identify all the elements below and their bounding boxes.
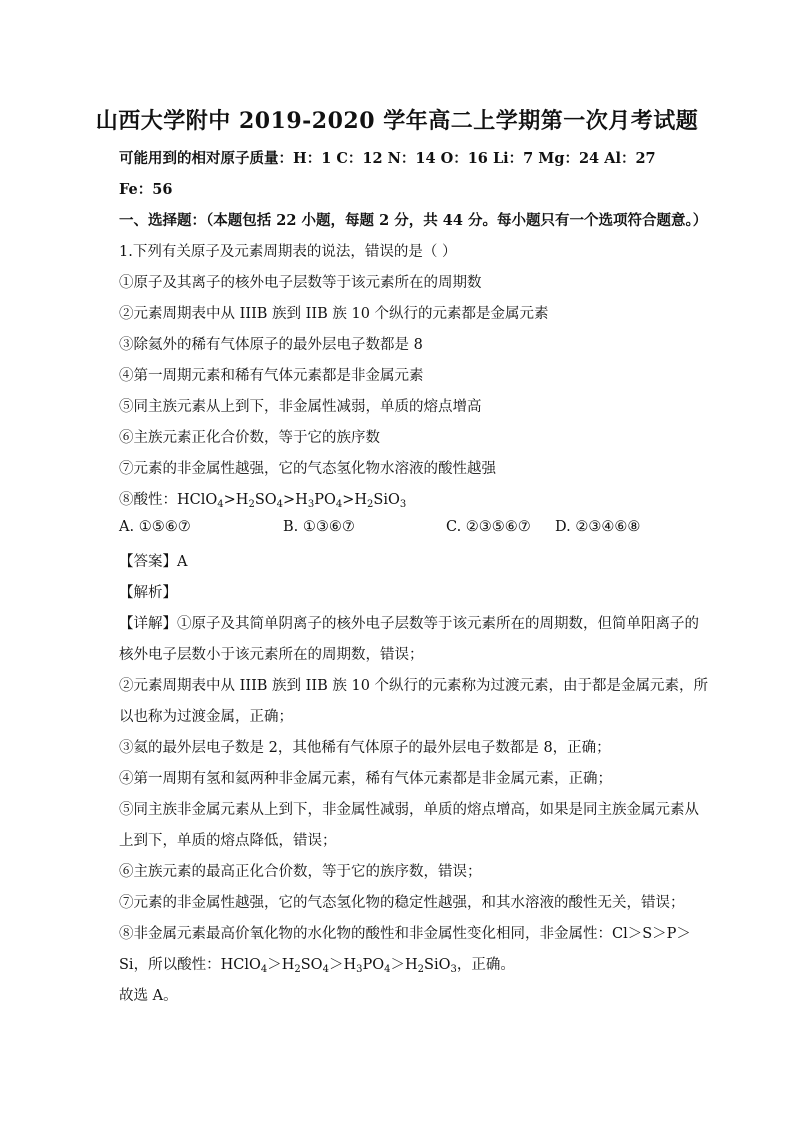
- explanation-line-5: ③氦的最外层电子数是 2，其他稀有气体原子的最外层电子数都是 8，正确；: [119, 740, 611, 756]
- statement-7: ⑦元素的非金属性越强，它的气态氢化物水溶液的酸性越强: [119, 461, 496, 477]
- option-a: [119, 519, 191, 535]
- explanation-line-6: ④第一周期有氢和氦两种非金属元素，稀有气体元素都是非金属元素，正确；: [119, 771, 612, 787]
- option-d-text: ②③④⑥⑧: [575, 519, 641, 535]
- statement-8: [119, 488, 679, 509]
- question-stem: 1.下列有关原子及元素周期表的说法，错误的是（ ）: [119, 244, 457, 260]
- option-c-letter: C.: [446, 519, 462, 535]
- statement-4: ④第一周期元素和稀有气体元素都是非金属元素: [119, 368, 424, 384]
- explanation-line-7: ⑤同主族非金属元素从上到下，非金属性减弱，单质的熔点增高，如果是同主族金属元素从: [119, 802, 699, 818]
- explanation-line-9: ⑥主族元素的最高正化合价数，等于它的族序数，错误；: [119, 864, 482, 880]
- explanation-line-4: 以也称为过渡金属，正确；: [119, 709, 293, 725]
- option-b-letter: B.: [283, 519, 299, 535]
- explanation-line-2: 核外电子层数小于该元素所在的周期数，错误；: [119, 647, 424, 663]
- atomic-mass-line: 可能用到的相对原子质量：H：1 C：12 N：14 O：16 Li：7 Mg：24 Al：27: [119, 150, 656, 167]
- option-d-letter: D.: [555, 519, 571, 535]
- explanation-line-12: [119, 953, 679, 974]
- option-b: [283, 519, 355, 535]
- statement-2: ②元素周期表中从 IIIB 族到 IIB 族 10 个纵行的元素都是金属元素: [119, 306, 549, 322]
- conclusion: 故选 A。: [119, 988, 178, 1004]
- explanation-line-10: ⑦元素的非金属性越强，它的气态氢化物的稳定性越强，和其水溶液的酸性无关，错误；: [119, 895, 685, 911]
- analysis-label: 【解析】: [119, 585, 177, 601]
- explanation-line-11: ⑧非金属元素最高价氧化物的水化物的酸性和非金属性变化相同，非金属性：Cl＞S＞P＞: [119, 926, 691, 942]
- statement-8-prefix: ⑧酸性：: [119, 492, 177, 508]
- option-a-letter: A.: [119, 519, 135, 535]
- acid-formula-sequence: $HClO_4>H_2SO_4>H_3PO_4>H_2SiO_3$: [177, 492, 407, 510]
- acid-formula-sequence-answer: $HClO_4>H_2SO_4>H_3PO_4>H_2SiO_3$: [220, 957, 457, 975]
- explanation-line-8: 上到下，单质的熔点降低，错误；: [119, 833, 337, 849]
- option-a-text: ①⑤⑥⑦: [138, 519, 191, 535]
- explanation-line-12-suffix: ，正确。: [456, 957, 515, 973]
- option-d: [555, 519, 640, 535]
- explanation-line-12-prefix: Si，所以酸性：: [119, 957, 221, 973]
- explanation-line-3: ②元素周期表中从 IIIB 族到 IIB 族 10 个纵行的元素称为过渡元素，由于都是金属元素，所: [119, 678, 709, 694]
- section-heading: 一、选择题：（本题包括 22 小题，每题 2 分，共 44 分。每小题只有一个选项符合题意。）: [119, 212, 708, 229]
- statement-6: ⑥主族元素正化合价数，等于它的族序数: [119, 430, 380, 446]
- page-title: 山西大学附中 2019-2020 学年高二上学期第一次月考试题: [95, 108, 699, 134]
- option-c: [446, 519, 531, 535]
- option-b-text: ①③⑥⑦: [302, 519, 355, 535]
- option-c-text: ②③⑤⑥⑦: [465, 519, 531, 535]
- explanation-line-1: 【详解】①原子及其简单阴离子的核外电子层数等于该元素所在的周期数，但简单阳离子的: [119, 616, 699, 632]
- statement-1: ①原子及其离子的核外电子层数等于该元素所在的周期数: [119, 275, 482, 291]
- statement-3: ③除氦外的稀有气体原子的最外层电子数都是 8: [119, 337, 423, 353]
- answer-label: 【答案】A: [119, 554, 188, 570]
- statement-5: ⑤同主族元素从上到下，非金属性减弱，单质的熔点增高: [119, 399, 482, 415]
- atomic-mass-line-continued: Fe：56: [119, 181, 173, 198]
